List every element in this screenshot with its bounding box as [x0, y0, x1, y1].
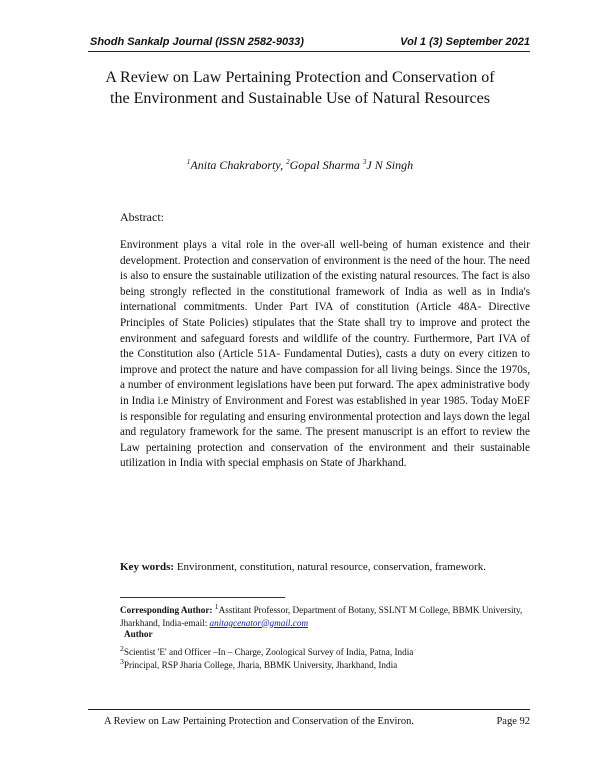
running-title: A Review on Law Pertaining Protection and Conservation of the Environ. [104, 716, 414, 727]
author-1: Anita Chakraborty, [190, 158, 287, 172]
author-3: J N Singh [366, 158, 414, 172]
header-rule [88, 51, 530, 52]
footnote-3-marker: 3 [120, 657, 124, 666]
abstract-heading: Abstract: [120, 210, 164, 224]
keywords-label: Key words: [120, 561, 175, 573]
corr-marker: 1 [214, 602, 219, 611]
corresponding-author-label: Corresponding Author: [120, 605, 213, 616]
journal-name: Shodh Sankalp Journal (ISSN 2582-9033) [90, 36, 304, 48]
paper-title: A Review on Law Pertaining Protection and Conservation of the Environment and Sustainable Use of Natural Resources [105, 69, 495, 107]
author-word-text: Author [124, 629, 153, 639]
author-3-marker: 3 [362, 158, 367, 166]
page-number: Page 92 [496, 716, 530, 727]
corresponding-author-note [120, 601, 530, 629]
issue-info: Vol 1 (3) September 2021 [400, 36, 530, 48]
abstract-body: Environment plays a vital role in the over-all well-being of human existence and their development. Protection and conservation of environment is the need of the hour. The need is also to ensure the sustainable utilization of the existing natural resources. The fact is also being strongly reflected in the constitutional framework of India as well as in India's international commitments. Under Part IVA of constitution (Article 48A- Directive Principles of State Policies) stipulates that the State shall try to improve and protect the environment and safeguard forests and wildlife of the country. Furthermore, Part IVA of the Constitution also (Article 51A- Fundamental Duties), casts a duty on every citizen to improve and protect the nature and have compassion for all living beings. Since the 1970s, a number of environment legislations have been put forward. The apex administrative body in India i.e Ministry of Environment and Forest was established in year 1985. Today MoEF is responsible for regulating and ensuring environmental protection and lays down the legal and regulatory framework for the same. The present manuscript is an effort to review the Law pertaining protection and conservation of the environment and their sustainable utilization in India with special emphasis on State of Jharkhand. [120, 239, 530, 470]
footnote-3-text: Principal, RSP Jharia College, Jharia, BBMK University, Jharkhand, India [123, 660, 398, 671]
footnote-2-marker: 2 [120, 644, 124, 653]
author-1-marker: 1 [186, 158, 191, 166]
author-line [0, 158, 600, 173]
author-email-link[interactable]: anitagcenator@gmail.com [209, 617, 309, 628]
footnote-2-text: Scientist 'E' and Officer –In – Charge, Zoological Survey of India, Patna, India [123, 647, 414, 658]
keywords-text: Environment, constitution, natural resource, conservation, framework. [174, 561, 486, 573]
author-word [124, 628, 534, 641]
keywords [120, 560, 530, 574]
author-2: Gopal Sharma [289, 158, 363, 172]
corr-affiliation: Asstitant Professor, Department of Botany, SSLNT M College, BBMK University, Jharkhand, India-email: [120, 605, 523, 628]
footer-rule [88, 709, 530, 710]
footnote-rule [120, 597, 285, 598]
author-2-marker: 2 [286, 158, 290, 166]
footnote-3 [120, 656, 530, 672]
